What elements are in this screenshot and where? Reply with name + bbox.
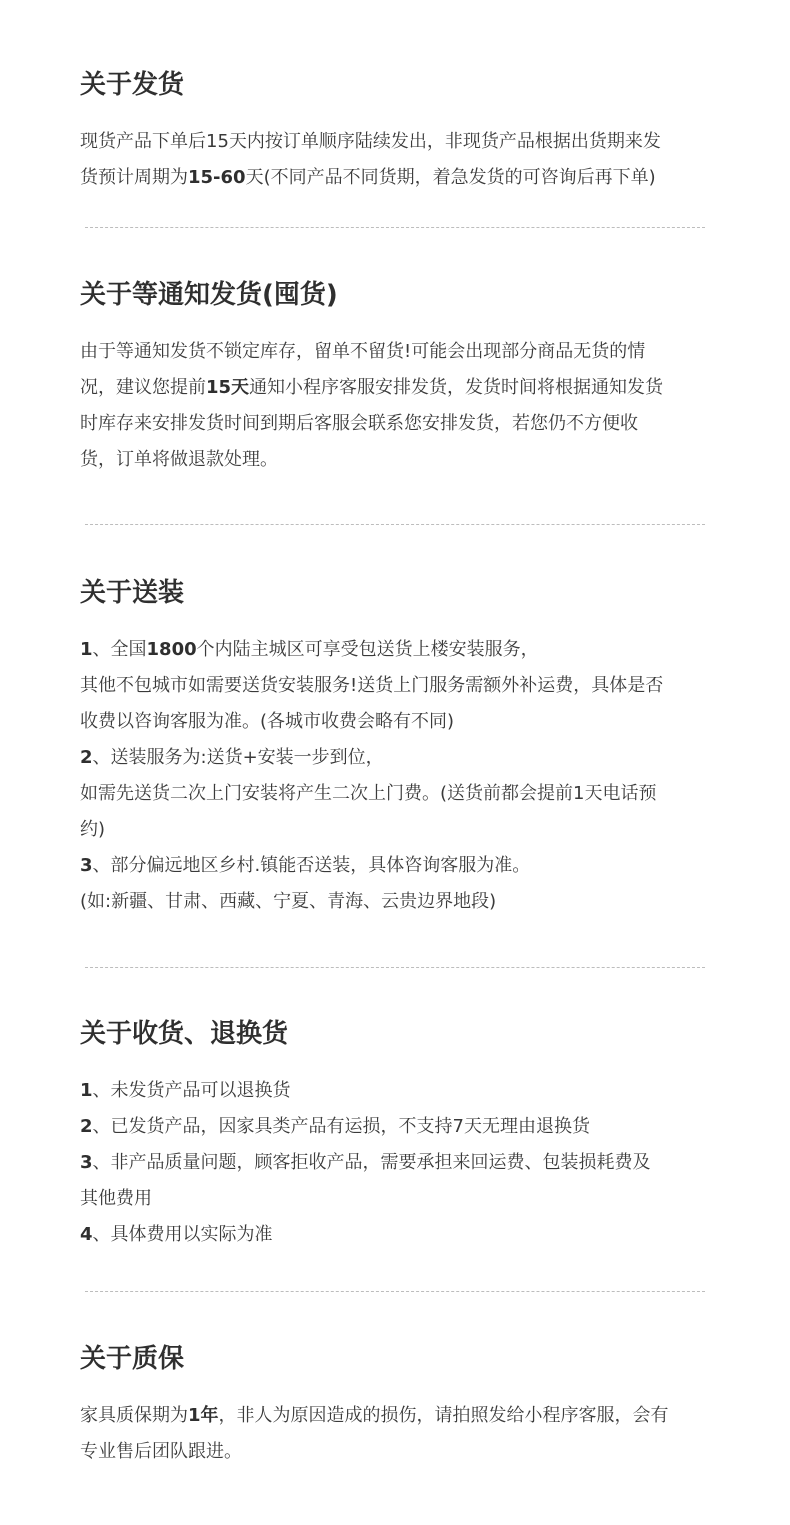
paragraph-line: 家具质保期为1年，非人为原因造成的损伤，请拍照发给小程序客服，会有 [80, 1405, 669, 1426]
paragraph-line: 如需先送货二次上门安装将产生二次上门费。(送货前都会提前1天电话预 [80, 783, 657, 804]
paragraph-line: 况，建议您提前15天通知小程序客服安排发货，发货时间将根据通知发货 [80, 377, 664, 398]
section-delivery-install [80, 576, 720, 920]
emphasis-text: 15-60 [188, 167, 246, 188]
paragraph-line: 约) [80, 819, 106, 840]
paragraph-line: 收费以咨询客服为准。(各城市收费会略有不同) [80, 711, 455, 732]
section-body [80, 1398, 720, 1470]
section-title: 关于质保 [80, 1344, 185, 1374]
paragraph-line: 现货产品下单后15天内按订单顺序陆续发出，非现货产品根据出货期来发 [80, 131, 661, 152]
paragraph-line: 时库存来安排发货时间到期后客服会联系您安排发货，若您仍不方便收 [80, 413, 638, 434]
emphasis-text: 4 [80, 1224, 93, 1245]
paragraph-line: 3、非产品质量问题，顾客拒收产品，需要承担来回运费、包装损耗费及 [80, 1152, 651, 1173]
section-title: 关于送装 [80, 578, 185, 608]
paragraph-line: 其他费用 [80, 1188, 152, 1209]
section-body [80, 632, 720, 920]
paragraph-line: 其他不包城市如需要送货安装服务!送货上门服务需额外补运费，具体是否 [80, 675, 664, 696]
paragraph-line: 专业售后团队跟进。 [80, 1441, 242, 1462]
paragraph-line: 4、具体费用以实际为准 [80, 1224, 273, 1245]
section-receipt-returns [80, 1017, 720, 1253]
section-title: 关于发货 [80, 70, 185, 100]
section-body [80, 1073, 720, 1253]
emphasis-text: 1800 [146, 639, 197, 660]
section-shipping [80, 68, 720, 196]
dashed-divider [85, 967, 705, 968]
emphasis-text: 15天 [206, 377, 250, 398]
section-title: 关于收货、退换货 [80, 1019, 289, 1049]
emphasis-text: 3 [80, 855, 93, 876]
emphasis-text: 1 [80, 639, 93, 660]
section-body [80, 124, 720, 196]
section-title: 关于等通知发货(囤货) [80, 280, 338, 310]
paragraph-line: 3、部分偏远地区乡村.镇能否送装，具体咨询客服为准。 [80, 855, 531, 876]
paragraph-line: 2、已发货产品，因家具类产品有运损，不支持7天无理由退换货 [80, 1116, 590, 1137]
paragraph-line: 1、未发货产品可以退换货 [80, 1080, 291, 1101]
paragraph-line: (如:新疆、甘肃、西藏、宁夏、青海、云贵边界地段) [80, 891, 497, 912]
section-notify-shipping [80, 278, 720, 478]
paragraph-line: 1、全国1800个内陆主城区可享受包送货上楼安装服务， [80, 639, 539, 660]
paragraph-line: 货预计周期为15-60天(不同产品不同货期，着急发货的可咨询后再下单) [80, 167, 656, 188]
emphasis-text: 1年 [188, 1405, 219, 1426]
dashed-divider [85, 1291, 705, 1292]
section-body [80, 334, 720, 478]
emphasis-text: 1 [80, 1080, 93, 1101]
paragraph-line: 货，订单将做退款处理。 [80, 449, 278, 470]
emphasis-text: 2 [80, 1116, 93, 1137]
paragraph-line: 2、送装服务为:送货+安装一步到位， [80, 747, 384, 768]
emphasis-text: 2 [80, 747, 93, 768]
dashed-divider [85, 227, 705, 228]
dashed-divider [85, 524, 705, 525]
paragraph-line: 由于等通知发货不锁定库存，留单不留货!可能会出现部分商品无货的情 [80, 341, 646, 362]
emphasis-text: 3 [80, 1152, 93, 1173]
section-warranty [80, 1342, 720, 1470]
